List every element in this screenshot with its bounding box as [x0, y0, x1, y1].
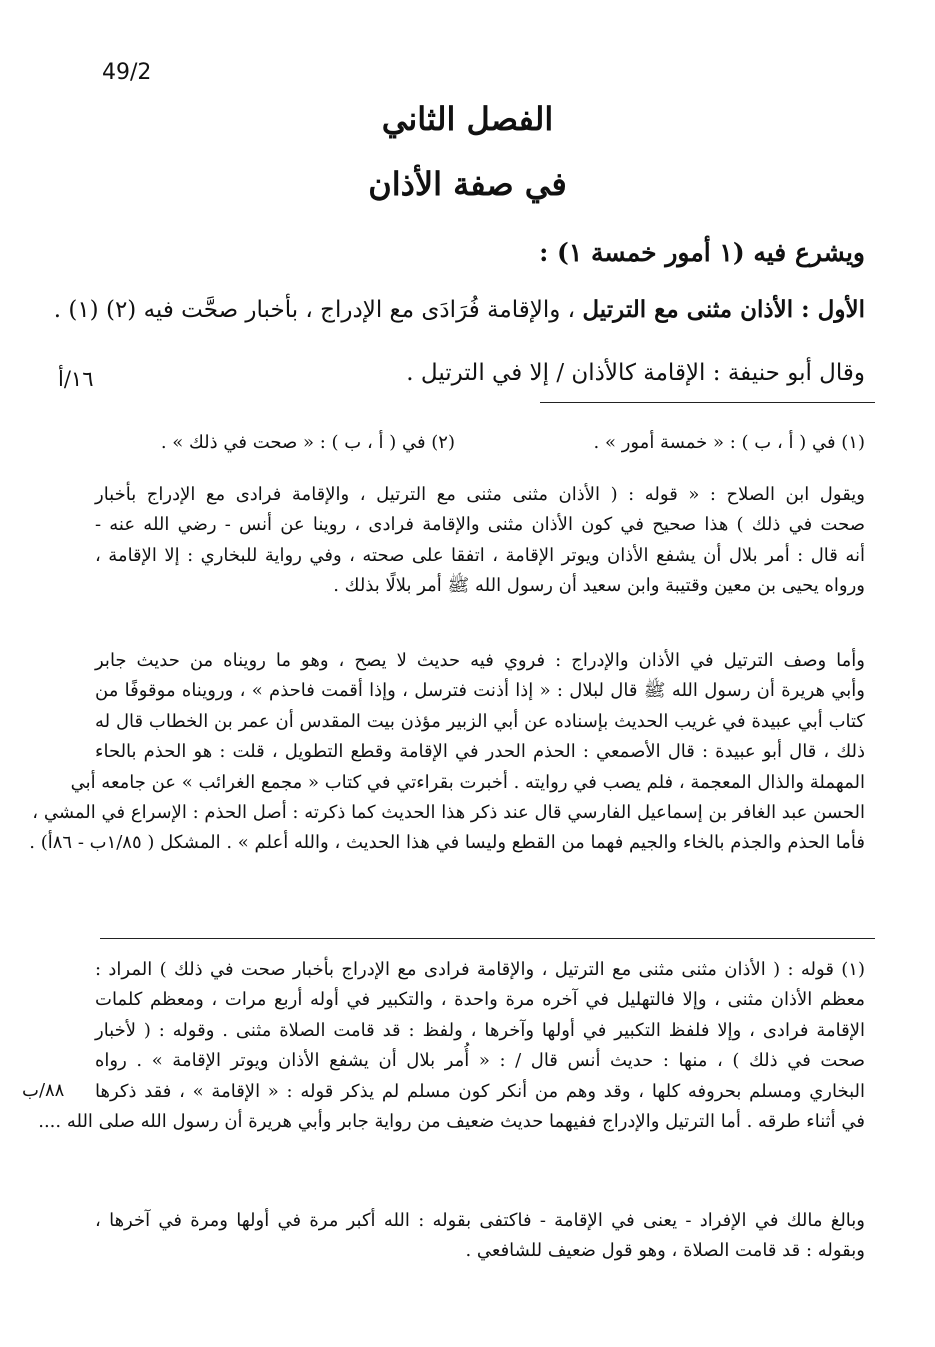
- text-row: (١) قوله : ( الأذان مثنى مثنى مع الترتيل ، والإقامة فرادى مع الإدراج بأخبار صحت في ذلك ) المراد :: [95, 959, 865, 980]
- page-number: 49/2: [102, 60, 152, 85]
- footnote-2: [95, 1206, 865, 1267]
- commentary-paragraph-1: [95, 480, 865, 602]
- divider-top: [540, 402, 875, 403]
- first-point-text: ، والإقامة فُرَادَى مع الإدراج ، بأخبار صحَّت فيه (٢) (١) .: [53, 297, 583, 323]
- divider-footnotes: [100, 938, 875, 939]
- text-row: وبقوله : قد قامت الصلاة ، وهو قول ضعيف للشافعي .: [465, 1240, 865, 1262]
- hanafi-line: وقال أبو حنيفة : الإقامة كالأذان / إلا في الترتيل .: [406, 360, 865, 386]
- variant-note-2: (٢) في ( أ ، ب ) : « صحت في ذلك » .: [160, 432, 455, 453]
- text-row: وأما وصف الترتيل في الأذان والإدراج : فروي فيه حديث لا يصح ، وهو ما رويناه من حديث جابر: [95, 650, 865, 671]
- text-row: الإقامة فرادى ، وإلا فلفظ التكبير في أولها وآخرها ، ولفظ : قد قامت الصلاة مثنى . وقوله : ( لأخبار: [95, 1019, 865, 1041]
- text-row: الحسن عبد الغافر بن إسماعيل الفارسي قال عند ذكر هذا الحديث كما ذكرته : أصل الحذم : الإسراع في المشي ،: [32, 802, 865, 824]
- chapter-heading: الفصل الثاني: [381, 100, 554, 138]
- footnote-margin-ref: ٨٨/ب: [22, 1080, 65, 1101]
- chapter-title: في صفة الأذان: [368, 165, 567, 203]
- first-point-line: [54, 296, 865, 323]
- text-row: معظم الأذان مثنى ، وإلا فالتهليل في آخره مرة واحدة ، والتكبير في أوله أربع مرات ، ومعظم كلمات: [95, 989, 865, 1011]
- text-row: أنه قال : أمر بلال أن يشفع الأذان ويوتر الإقامة ، اتفقا على صحته ، وفي رواية للبخاري : إلا الإقامة ،: [95, 544, 865, 566]
- first-point-heading: الأول : الأذان مثنى مع الترتيل: [582, 296, 865, 323]
- text-row: ذلك ، قال أبو عبيدة : قال الأصمعي : الحذم الحدر في الإقامة وقطع التطويل ، قلت : هو الحذم بالحاء: [95, 741, 865, 763]
- text-row: فأما الحذم والجذم بالخاء والجيم فهما من القطع وليسا في هذا الحديث ، والله أعلم » . المشكل ( ١/٨٥ب - ٨٦أ) .: [29, 832, 865, 854]
- text-row: البخاري ومسلم بحروفه كلها ، وقد وهم من أنكر كون مسلم لم يذكر قوله : « الإقامة » ، فقد ذكرها: [95, 1080, 865, 1102]
- text-row: المهملة والذال المعجمة ، فلم يصب في روايته . أخبرت بقراءتي في كتاب « مجمع الغرائب » عن جامعه أبي: [70, 771, 865, 793]
- variant-note-1: (١) في ( أ ، ب ) : « خمسة أمور » .: [593, 432, 865, 453]
- text-row: وأبي هريرة أن رسول الله ﷺ قال لبلال : « إذا أذنت فترسل ، وإذا أقمت فاحذم » ، ورويناه موقوفًا من: [95, 680, 865, 702]
- text-row: ورواه يحيى بن معين وقتيبة وابن سعيد أن رسول الله ﷺ أمر بلالًا بذلك .: [333, 575, 865, 597]
- intro-line: ويشرع فيه (١ أمور خمسة ١) :: [539, 238, 865, 267]
- text-row: في أثناء طرقه . أما الترتيل والإدراج ففيهما حديث ضعيف من رواية جابر وأبي هريرة أن رسول الله صلى الله ....: [38, 1111, 865, 1133]
- text-row: صحت في ذلك ) ، منها : حديث أنس قال / : « أُمر بلال أن يشفع الأذان ويوتر الإقامة » . رواه: [95, 1050, 865, 1072]
- margin-folio-ref: ١٦/أ: [58, 367, 94, 391]
- text-row: وبالغ مالك في الإفراد - يعنى في الإقامة - فاكتفى بقوله : الله أكبر مرة في أولها ومرة في آخرها ،: [95, 1210, 865, 1231]
- text-row: صحت في ذلك ) هذا صحيح في كون الأذان مثنى والإقامة فرادى ، روينا عن أنس - رضي الله عنه -: [95, 514, 865, 536]
- commentary-paragraph-2: [29, 646, 865, 859]
- text-row: ويقول ابن الصلاح : « قوله : ( الأذان مثنى مثنى مع الترتيل ، والإقامة فرادى مع الإدراج بأخبار: [95, 484, 865, 505]
- text-row: كتاب أبي عبيدة في غريب الحديث بإسناده عن أبي الزبير مؤذن بيت المقدس أن عمر بن الخطاب قال له: [95, 710, 865, 732]
